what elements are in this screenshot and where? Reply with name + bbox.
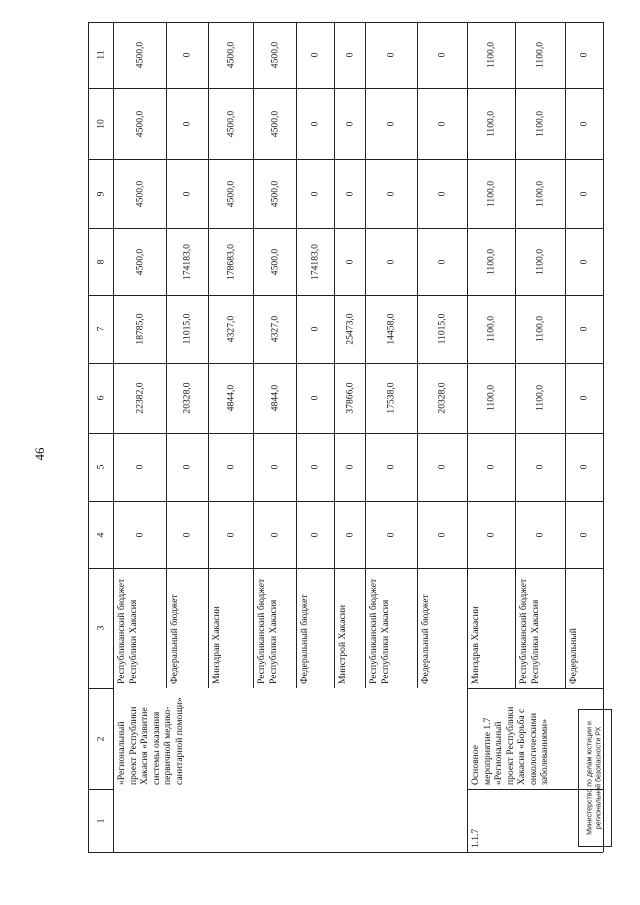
row-9-source-text: Республиканский бюджет Республики Хакасия xyxy=(518,578,541,684)
row-4-col-4 xyxy=(296,501,334,568)
row-1-col-11 xyxy=(166,22,208,88)
row-8-col-8-text: 1100,0 xyxy=(485,248,497,275)
row-2-col-9-text: 4500,0 xyxy=(224,180,236,207)
row-5-col-11-text: 0 xyxy=(343,52,355,58)
row-9-col-7-text: 1100,0 xyxy=(534,315,546,343)
col-line xyxy=(88,852,603,853)
row-0-col-7-text: 18785,0 xyxy=(133,313,145,345)
header-col-10-text: 10 xyxy=(94,118,106,129)
header-col-2 xyxy=(88,688,113,789)
row-8-col-7-text: 1100,0 xyxy=(485,315,497,343)
row-9-col-8 xyxy=(515,228,565,295)
header-col-7-text: 7 xyxy=(94,326,106,332)
row-1-col-7 xyxy=(166,295,208,363)
row-3-col-10 xyxy=(253,88,296,159)
row-9-col-5-text: 0 xyxy=(534,464,546,470)
row-4-col-4-text: 0 xyxy=(309,532,321,537)
row-5-col-5 xyxy=(334,433,365,501)
row-4-col-10-text: 0 xyxy=(309,121,321,126)
row-2-col-6 xyxy=(208,363,253,433)
row-10-col-4 xyxy=(565,501,603,568)
row-5-col-7-text: 25473,0 xyxy=(343,313,355,345)
row-9-col-9-text: 1100,0 xyxy=(534,180,546,207)
row-5-col-10 xyxy=(334,88,365,159)
row-5-col-7 xyxy=(334,295,365,363)
row-3-col-10-text: 4500,0 xyxy=(268,110,280,137)
row-10-col-8-text: 0 xyxy=(578,259,590,264)
row-0-col-5-text: 0 xyxy=(133,464,145,470)
row-6-col-10 xyxy=(365,88,417,159)
row-9-col-10-text: 1100,0 xyxy=(534,110,546,137)
row-6-col-11 xyxy=(365,22,417,88)
row-6-col-8-text: 0 xyxy=(385,259,397,264)
row-8-col-6 xyxy=(467,363,515,433)
row-9-col-6-text: 1100,0 xyxy=(534,384,546,412)
row-7-col-11-text: 0 xyxy=(436,52,448,58)
row-7-col-9-text: 0 xyxy=(436,191,448,196)
row-1-source xyxy=(166,568,208,688)
row-9-col-4-text: 0 xyxy=(534,532,546,537)
row-4-col-5 xyxy=(296,433,334,501)
row-2-col-10 xyxy=(208,88,253,159)
registration-stamp xyxy=(578,709,612,847)
row-4-col-11-text: 0 xyxy=(309,52,321,58)
row-0-col-7 xyxy=(113,295,166,363)
row-5-col-6 xyxy=(334,363,365,433)
row-9-source xyxy=(515,568,565,688)
row-9-col-5 xyxy=(515,433,565,501)
row-0-col-9-text: 4500,0 xyxy=(133,180,145,207)
group-2-description-text: Основное мероприятие 1.7 «Региональный проект Республики Хакасия «Борьба с онкологическими заболеваниями» xyxy=(470,706,550,785)
row-9-col-6 xyxy=(515,363,565,433)
row-4-source xyxy=(296,568,334,688)
row-10-col-10 xyxy=(565,88,603,159)
header-col-5 xyxy=(88,433,113,501)
row-2-col-11-text: 4500,0 xyxy=(224,41,236,69)
row-0-col-10-text: 4500,0 xyxy=(133,110,145,137)
row-2-col-11 xyxy=(208,22,253,88)
row-6-col-6-text: 17538,0 xyxy=(385,382,397,414)
row-3-col-11-text: 4500,0 xyxy=(268,41,280,69)
row-8-col-6-text: 1100,0 xyxy=(485,384,497,412)
row-5-source xyxy=(334,568,365,688)
row-2-col-6-text: 4844,0 xyxy=(224,384,236,412)
row-0-col-8-text: 4500,0 xyxy=(133,248,145,275)
row-0-col-9 xyxy=(113,159,166,228)
row-9-col-9 xyxy=(515,159,565,228)
row-6-source xyxy=(365,568,417,688)
row-0-col-4 xyxy=(113,501,166,568)
row-5-col-5-text: 0 xyxy=(343,464,355,470)
row-6-col-5 xyxy=(365,433,417,501)
row-4-col-7-text: 0 xyxy=(309,326,321,332)
row-4-col-9 xyxy=(296,159,334,228)
row-6-source-text: Республиканский бюджет Республики Хакасия xyxy=(368,578,391,684)
row-9-col-11 xyxy=(515,22,565,88)
row-0-col-11-text: 4500,0 xyxy=(133,41,145,69)
row-2-col-5 xyxy=(208,433,253,501)
row-8-col-7 xyxy=(467,295,515,363)
row-9-col-7 xyxy=(515,295,565,363)
row-7-col-8 xyxy=(417,228,467,295)
header-col-11-text: 11 xyxy=(94,50,106,60)
row-7-col-7 xyxy=(417,295,467,363)
row-5-col-6-text: 37866,0 xyxy=(343,382,355,414)
row-0-source xyxy=(113,568,166,688)
row-10-col-4-text: 0 xyxy=(578,532,590,537)
row-8-source xyxy=(467,568,515,688)
row-10-col-11-text: 0 xyxy=(578,52,590,58)
row-8-col-11-text: 1100,0 xyxy=(485,41,497,69)
row-0-col-6 xyxy=(113,363,166,433)
row-7-col-5-text: 0 xyxy=(436,464,448,470)
row-6-col-8 xyxy=(365,228,417,295)
row-2-col-7-text: 4327,0 xyxy=(224,315,236,343)
row-1-source-text: Федеральный бюджет xyxy=(169,594,180,684)
group-2-code-text: 1.1.7 xyxy=(470,828,481,848)
row-1-col-6-text: 20328,0 xyxy=(181,382,193,414)
row-9-col-4 xyxy=(515,501,565,568)
row-3-col-7-text: 4327,0 xyxy=(268,315,280,343)
row-8-col-4-text: 0 xyxy=(485,532,497,537)
row-4-col-8 xyxy=(296,228,334,295)
row-3-source xyxy=(253,568,296,688)
row-8-col-9-text: 1100,0 xyxy=(485,180,497,207)
header-col-5-text: 5 xyxy=(94,464,106,470)
header-col-1 xyxy=(88,789,113,852)
header-col-2-text: 2 xyxy=(94,736,106,741)
row-4-col-5-text: 0 xyxy=(309,464,321,470)
row-5-col-9 xyxy=(334,159,365,228)
header-col-7 xyxy=(88,295,113,363)
row-3-col-4-text: 0 xyxy=(268,532,280,537)
row-10-col-6-text: 0 xyxy=(578,395,590,401)
row-7-col-4-text: 0 xyxy=(436,532,448,537)
header-col-3-text: 3 xyxy=(94,625,106,631)
row-2-col-7 xyxy=(208,295,253,363)
row-10-col-7 xyxy=(565,295,603,363)
row-10-col-9 xyxy=(565,159,603,228)
row-8-col-11 xyxy=(467,22,515,88)
row-3-col-9-text: 4500,0 xyxy=(268,180,280,207)
row-9-col-11-text: 1100,0 xyxy=(534,41,546,69)
header-col-8-text: 8 xyxy=(94,259,106,264)
row-7-col-5 xyxy=(417,433,467,501)
row-7-col-6 xyxy=(417,363,467,433)
row-1-col-4-text: 0 xyxy=(181,532,193,537)
row-1-col-8 xyxy=(166,228,208,295)
row-6-col-9-text: 0 xyxy=(385,191,397,196)
row-1-col-6 xyxy=(166,363,208,433)
row-8-col-5-text: 0 xyxy=(485,464,497,470)
row-3-col-8 xyxy=(253,228,296,295)
header-col-4 xyxy=(88,501,113,568)
group-1-description xyxy=(113,688,467,789)
row-1-col-9-text: 0 xyxy=(181,191,193,196)
stamp-text: Министерство по делам юстиции и региональной безопасности РХ xyxy=(586,721,602,835)
row-7-col-10-text: 0 xyxy=(436,121,448,126)
row-3-col-5-text: 0 xyxy=(268,464,280,470)
row-1-col-8-text: 174183,0 xyxy=(181,243,193,280)
row-2-col-8-text: 178683,0 xyxy=(224,243,236,280)
row-0-col-5 xyxy=(113,433,166,501)
row-7-col-10 xyxy=(417,88,467,159)
row-1-col-10-text: 0 xyxy=(181,121,193,126)
row-4-col-10 xyxy=(296,88,334,159)
header-col-4-text: 4 xyxy=(94,532,106,537)
row-4-source-text: Федеральный бюджет xyxy=(299,594,310,684)
header-col-8 xyxy=(88,228,113,295)
row-7-col-9 xyxy=(417,159,467,228)
row-4-col-8-text: 174183,0 xyxy=(309,243,321,280)
row-9-col-10 xyxy=(515,88,565,159)
row-10-col-9-text: 0 xyxy=(578,191,590,196)
header-col-9-text: 9 xyxy=(94,191,106,196)
row-8-col-5 xyxy=(467,433,515,501)
row-3-col-5 xyxy=(253,433,296,501)
row-4-col-9-text: 0 xyxy=(309,191,321,196)
header-col-6-text: 6 xyxy=(94,395,106,401)
row-10-col-11 xyxy=(565,22,603,88)
row-2-col-4-text: 0 xyxy=(224,532,236,537)
row-8-source-text: Минздрав Хакасии xyxy=(470,606,481,684)
row-5-col-11 xyxy=(334,22,365,88)
row-2-source-text: Минздрав Хакасии xyxy=(211,606,222,684)
row-6-col-4-text: 0 xyxy=(385,532,397,537)
row-10-source-text: Федеральный xyxy=(568,628,579,684)
page-number: 46 xyxy=(32,447,47,461)
row-6-col-9 xyxy=(365,159,417,228)
row-4-col-6-text: 0 xyxy=(309,395,321,401)
row-0-col-6-text: 22382,0 xyxy=(133,382,145,414)
row-5-source-text: Минстрой Хакасии xyxy=(337,605,348,684)
row-3-source-text: Республиканский бюджет Республики Хакасия xyxy=(256,578,279,684)
row-8-col-9 xyxy=(467,159,515,228)
row-7-col-6-text: 20328,0 xyxy=(436,382,448,414)
row-8-col-10 xyxy=(467,88,515,159)
row-4-col-11 xyxy=(296,22,334,88)
row-9-col-8-text: 1100,0 xyxy=(534,248,546,275)
row-10-source xyxy=(565,568,603,688)
header-col-6 xyxy=(88,363,113,433)
header-col-1-text: 1 xyxy=(94,818,106,823)
row-1-col-4 xyxy=(166,501,208,568)
row-6-col-7 xyxy=(365,295,417,363)
row-10-col-5-text: 0 xyxy=(578,464,590,470)
row-2-col-8 xyxy=(208,228,253,295)
row-1-col-10 xyxy=(166,88,208,159)
row-5-col-4 xyxy=(334,501,365,568)
row-5-col-8-text: 0 xyxy=(343,259,355,264)
row-0-col-11 xyxy=(113,22,166,88)
row-7-source xyxy=(417,568,467,688)
header-col-9 xyxy=(88,159,113,228)
row-2-col-5-text: 0 xyxy=(224,464,236,470)
row-10-col-5 xyxy=(565,433,603,501)
row-6-col-7-text: 14458,0 xyxy=(385,313,397,345)
row-2-col-9 xyxy=(208,159,253,228)
row-3-col-9 xyxy=(253,159,296,228)
row-7-source-text: Федеральный бюджет xyxy=(420,594,431,684)
row-4-col-7 xyxy=(296,295,334,363)
row-8-col-10-text: 1100,0 xyxy=(485,110,497,137)
header-col-3 xyxy=(88,568,113,688)
row-3-col-6-text: 4844,0 xyxy=(268,384,280,412)
row-1-col-5 xyxy=(166,433,208,501)
row-2-source xyxy=(208,568,253,688)
row-2-col-10-text: 4500,0 xyxy=(224,110,236,137)
row-0-col-4-text: 0 xyxy=(133,532,145,537)
row-10-col-8 xyxy=(565,228,603,295)
row-3-col-8-text: 4500,0 xyxy=(268,248,280,275)
row-5-col-10-text: 0 xyxy=(343,121,355,126)
row-8-col-4 xyxy=(467,501,515,568)
row-10-col-7-text: 0 xyxy=(578,326,590,332)
row-2-col-4 xyxy=(208,501,253,568)
row-7-col-4 xyxy=(417,501,467,568)
row-3-col-4 xyxy=(253,501,296,568)
header-col-11 xyxy=(88,22,113,88)
row-0-col-10 xyxy=(113,88,166,159)
header-col-10 xyxy=(88,88,113,159)
row-1-col-7-text: 11015,0 xyxy=(181,313,193,345)
row-0-source-text: Республиканский бюджет Республики Хакасия xyxy=(116,578,139,684)
row-6-col-4 xyxy=(365,501,417,568)
row-1-col-5-text: 0 xyxy=(181,464,193,470)
row-1-col-11-text: 0 xyxy=(181,52,193,58)
row-6-col-6 xyxy=(365,363,417,433)
row-5-col-8 xyxy=(334,228,365,295)
row-5-col-4-text: 0 xyxy=(343,532,355,537)
row-0-col-8 xyxy=(113,228,166,295)
group-1-description-text: «Региональный проект Республики Хакасия «Развитие системы оказания первичной медико-санитарной помощи» xyxy=(116,697,185,785)
row-6-col-11-text: 0 xyxy=(385,52,397,58)
row-3-col-6 xyxy=(253,363,296,433)
row-7-col-11 xyxy=(417,22,467,88)
row-10-col-6 xyxy=(565,363,603,433)
row-6-col-5-text: 0 xyxy=(385,464,397,470)
row-7-col-8-text: 0 xyxy=(436,259,448,264)
row-3-col-7 xyxy=(253,295,296,363)
row-6-col-10-text: 0 xyxy=(385,121,397,126)
row-10-col-10-text: 0 xyxy=(578,121,590,126)
row-8-col-8 xyxy=(467,228,515,295)
row-7-col-7-text: 11015,0 xyxy=(436,313,448,345)
row-3-col-11 xyxy=(253,22,296,88)
row-5-col-9-text: 0 xyxy=(343,191,355,196)
row-4-col-6 xyxy=(296,363,334,433)
row-1-col-9 xyxy=(166,159,208,228)
